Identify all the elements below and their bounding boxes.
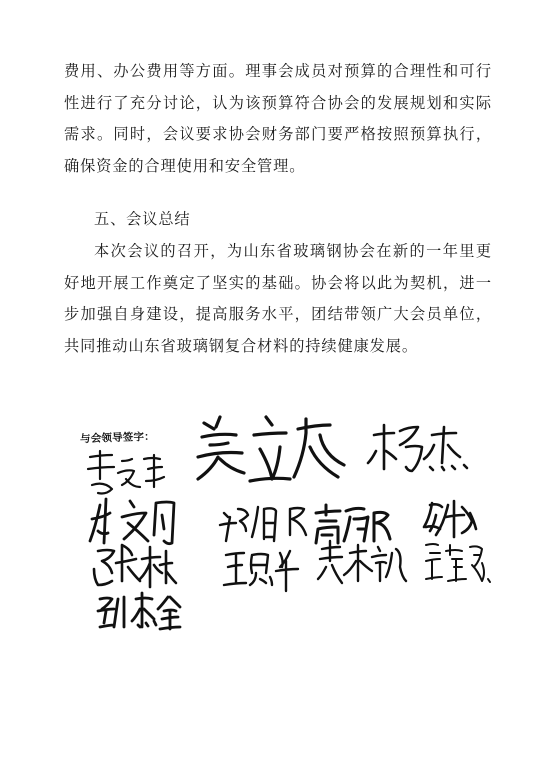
handwritten-signature: [368, 425, 467, 471]
body-paragraph-budget: 费用、办公费用等方面。理事会成员对预算的合理性和可行性进行了充分讨论，认为该预算符合协会的发展规划和实际需求。同时，会议要求协会财务部门要严格按照预算执行，确保资金的合理使用和安全管理。: [64, 62, 492, 175]
body-paragraph-summary: 本次会议的召开，为山东省玻璃钢协会在新的一年里更好地开展工作奠定了坚实的基础。协会将以此为契机，进一步加强自身建设，提高服务水平，团结带领广大会员单位，共同推动山东省玻璃钢复合材料的持续健康发展。: [64, 242, 492, 355]
handwritten-signature: [424, 501, 476, 537]
handwritten-signature: [426, 544, 490, 582]
section-heading-summary: 五、会议总结: [94, 210, 191, 228]
handwritten-signature: [88, 451, 164, 494]
handwritten-signature: [316, 505, 390, 543]
signature-block: [70, 395, 500, 640]
handwritten-signature: [220, 507, 306, 541]
handwritten-signature: [98, 593, 180, 629]
handwritten-signature: [198, 417, 344, 481]
handwritten-signature: [318, 541, 406, 583]
signature-label: 与会领导签字：: [79, 430, 156, 446]
handwritten-signature: [224, 551, 298, 591]
handwritten-signature: [94, 545, 176, 587]
handwritten-signature: [90, 499, 174, 544]
